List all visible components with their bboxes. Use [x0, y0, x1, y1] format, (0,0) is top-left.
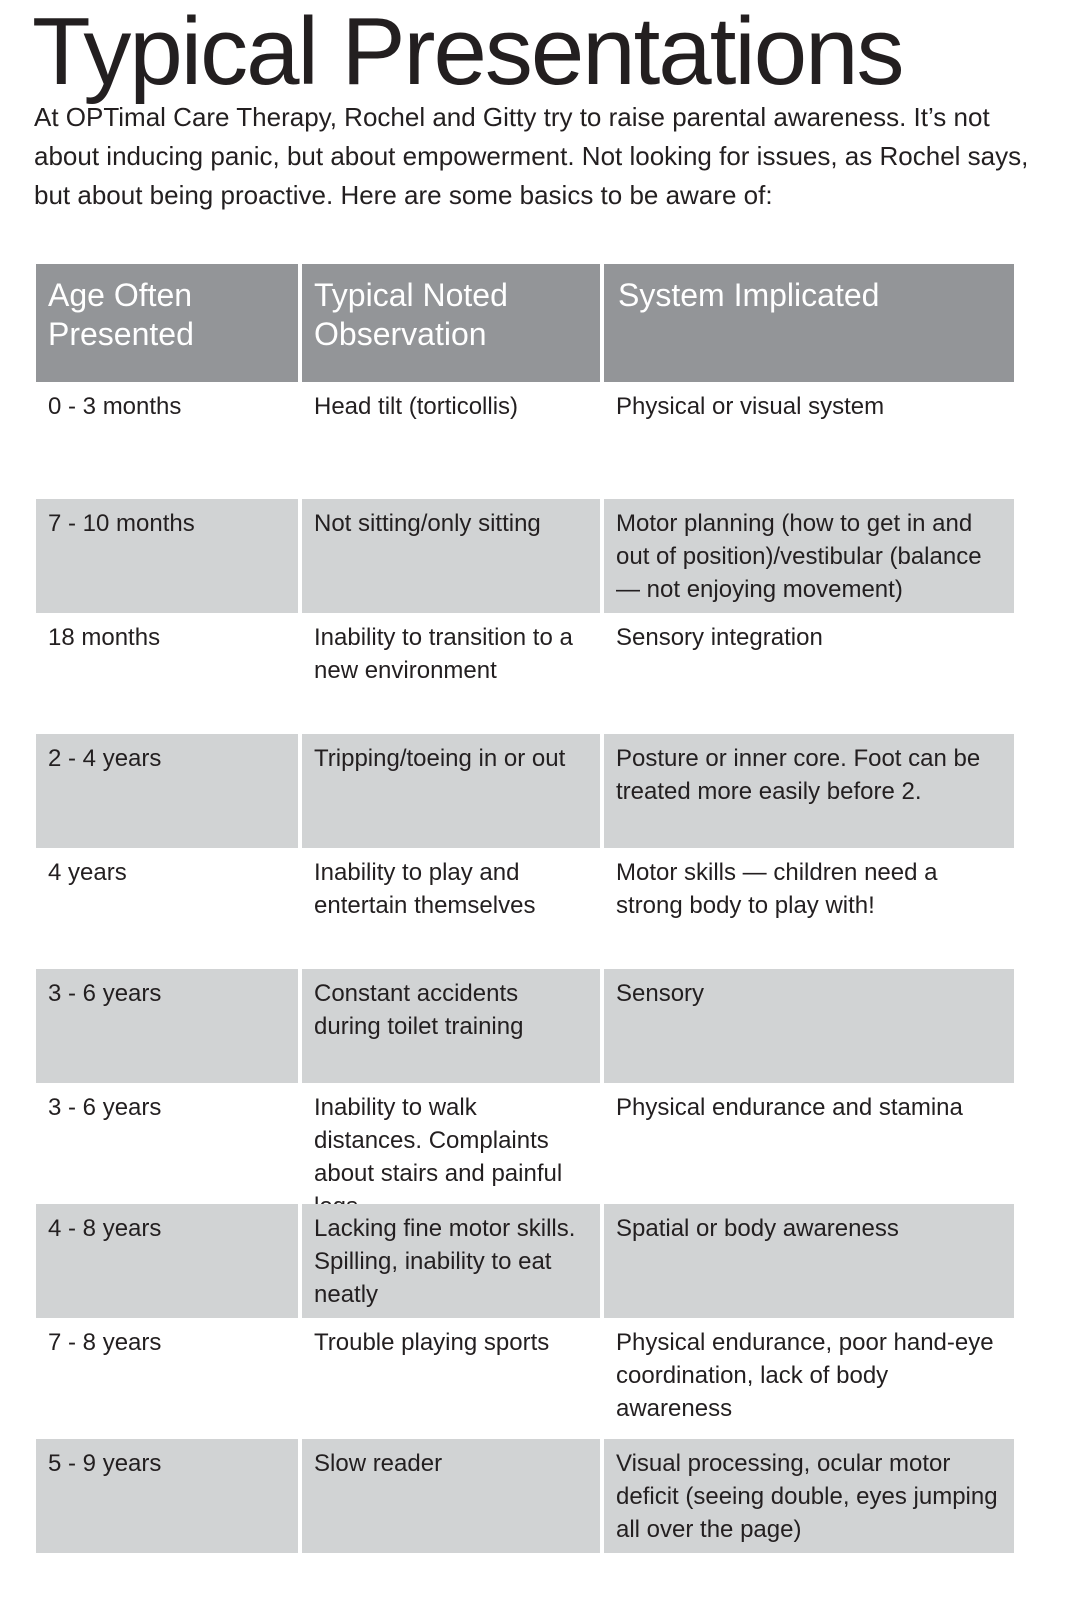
row-8-age: 7 - 8 years [48, 1329, 162, 1356]
row-3-age: 2 - 4 years [36, 734, 298, 848]
row-8-system: Physical endurance, poor hand-eye coordination, lack of body awareness [616, 1329, 994, 1422]
row-3-system: Posture or inner core. Foot can be treated more easily before 2. [604, 734, 1014, 848]
row-0-observation: Head tilt (torticollis) [314, 393, 519, 420]
row-8-observation: Trouble playing sports [314, 1329, 550, 1356]
row-3-observation: Tripping/toeing in or out [302, 734, 600, 848]
row-0-system: Physical or visual system [616, 393, 885, 420]
row-1-observation: Not sitting/only sitting [302, 499, 600, 613]
row-0-age: 0 - 3 months [48, 393, 182, 420]
row-2-system: Sensory integration [616, 624, 823, 651]
row-9-observation: Slow reader [302, 1439, 600, 1553]
presentations-table [36, 264, 1046, 1553]
header-age: Age Often Presented [36, 264, 298, 382]
row-5-system: Sensory [604, 969, 1014, 1083]
row-4-age: 4 years [48, 859, 127, 886]
row-7-observation: Lacking fine motor skills. Spilling, inability to eat neatly [302, 1204, 600, 1318]
row-4-observation: Inability to play and entertain themselves [314, 859, 536, 919]
row-5-age: 3 - 6 years [36, 969, 298, 1083]
row-1-system: Motor planning (how to get in and out of position)/vestibular (balance — not enjoying movement) [604, 499, 1014, 613]
row-2-observation: Inability to transition to a new environment [314, 624, 573, 684]
row-6-age: 3 - 6 years [48, 1094, 162, 1121]
row-6-system: Physical endurance and stamina [616, 1094, 963, 1121]
header-system: System Implicated [604, 264, 1014, 382]
row-6-observation: Inability to walk distances. Complaints about stairs and painful [314, 1094, 563, 1187]
row-9-system: Visual processing, ocular motor deficit (seeing double, eyes jumping all over the page) [604, 1439, 1014, 1553]
row-2-age: 18 months [48, 624, 161, 651]
row-1-age: 7 - 10 months [36, 499, 298, 613]
page-title: Typical Presentations [32, 0, 903, 105]
row-7-age: 4 - 8 years [36, 1204, 298, 1318]
row-5-observation: Constant accidents during toilet training [302, 969, 600, 1083]
intro-paragraph: At OPTimal Care Therapy, Rochel and Gitty try to raise parental awareness. It’s not about inducing panic, but about empowerment. Not looking for issues, as Rochel says, but about being proactive. Here are some basics to be aware of: [34, 102, 1029, 210]
row-9-age: 5 - 9 years [36, 1439, 298, 1553]
row-4-system: Motor skills — children need a strong body to play with! [616, 859, 938, 919]
row-7-system: Spatial or body awareness [604, 1204, 1014, 1318]
header-observation: Typical Noted Observation [302, 264, 600, 382]
